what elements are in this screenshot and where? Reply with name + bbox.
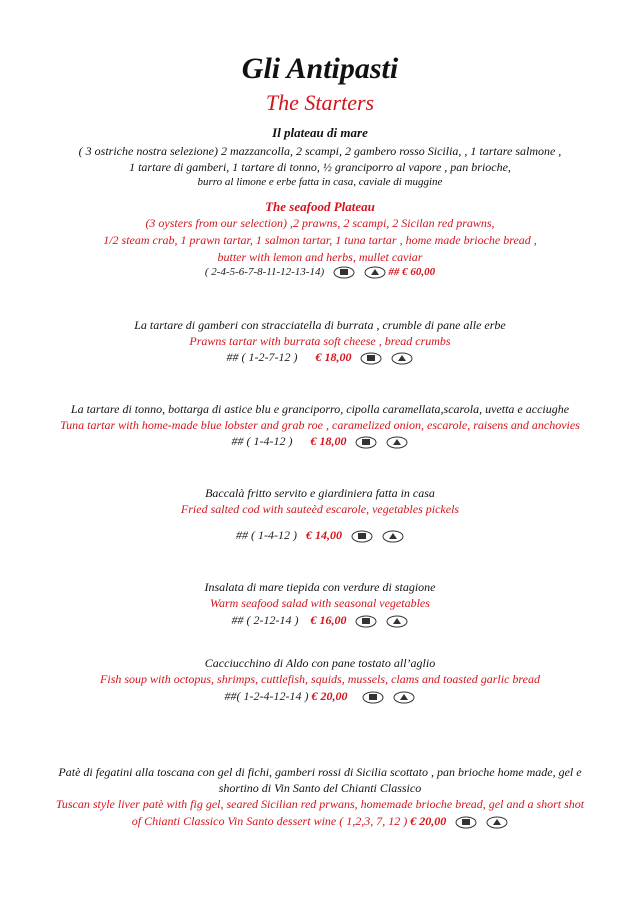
dish-it: La tartare di gamberi con stracciatella di burrata , crumble di pane alle erbe xyxy=(134,318,506,332)
price: € 20,00 xyxy=(311,689,348,703)
dish-price-row xyxy=(0,434,640,449)
page-subtitle: The Starters xyxy=(265,90,375,115)
dish-it: Baccalà fritto servito e giardiniera fatta in casa xyxy=(205,486,435,500)
dish-price-row xyxy=(0,689,640,704)
plateau-en-line-1: (3 oysters from our selection) ,2 prawns, 2 scampi, 2 Sicilan red prawns, xyxy=(145,216,495,230)
allergen-codes: ## ( 2-12-14 ) xyxy=(231,613,299,627)
dish-it: Cacciucchino di Aldo con pane tostato all’aglio xyxy=(204,656,436,670)
traceability-icon xyxy=(455,816,477,829)
dish-en: Prawns tartar with burrata soft cheese , bread crumbs xyxy=(189,334,451,348)
traceability-icon xyxy=(355,615,377,628)
price: € 18,00 xyxy=(310,434,347,448)
price: € 20,00 xyxy=(410,814,447,828)
plateau-it-line-1: ( 3 ostriche nostra selezione) 2 mazzancolla, 2 scampi, 2 gambero rosso Sicilia, , 1 tartare salmone , xyxy=(78,144,562,158)
allergen-codes: ## ( 1-2-7-12 ) xyxy=(226,350,298,364)
frozen-product-icon xyxy=(486,816,508,829)
dish-price-row xyxy=(0,814,640,829)
frozen-product-icon xyxy=(386,615,408,628)
dish-en: Fish soup with octopus, shrimps, cuttlefish, squids, mussels, clams and toasted garlic bread xyxy=(100,672,540,686)
frozen-product-icon xyxy=(382,530,404,543)
plateau-en-line-3: butter with lemon and herbs, mullet caviar xyxy=(217,250,423,264)
traceability-icon xyxy=(355,436,377,449)
plateau-it-title: Il plateau di mare xyxy=(272,125,368,140)
dish-en: Tuna tartar with home-made blue lobster and grab roe , caramelized onion, escarole, raisens and anchovies xyxy=(60,418,580,432)
allergen-codes: ## ( 1-4-12 ) xyxy=(236,528,297,542)
dish-it-line-1: Patè di fegatini alla toscana con gel di fichi, gamberi rossi di Sicilia scottato , pan brioche home made, gel e xyxy=(58,765,582,779)
dish-it: La tartare di tonno, bottarga di astice blu e granciporro, cipolla caramellata,scarola, uvetta e acciughe xyxy=(70,402,570,416)
dish-price-row xyxy=(0,613,640,628)
dish-price-row xyxy=(0,350,640,365)
dish-en-line-1: Tuscan style liver patè with fig gel, seared Sicilian red prwans, homemade brioche bread, gel and a short shot xyxy=(55,797,585,811)
frozen-product-icon xyxy=(393,691,415,704)
dish-it-line-2: shortino di Vin Santo del Chianti Classico xyxy=(218,781,422,795)
dish-en-line-2: of Chianti Classico Vin Santo dessert wine ( 1,2,3, 7, 12 ) xyxy=(131,814,408,828)
dish-it: Insalata di mare tiepida con verdure di stagione xyxy=(204,580,436,594)
frozen-product-icon xyxy=(391,352,413,365)
allergen-codes: ##( 1-2-4-12-14 ) xyxy=(224,689,309,703)
price: € 18,00 xyxy=(315,350,352,364)
dish-en: Warm seafood salad with seasonal vegetables xyxy=(210,596,430,610)
price: € 14,00 xyxy=(305,528,342,542)
allergen-codes: ( 2-4-5-6-7-8-11-12-13-14) xyxy=(204,266,325,279)
allergen-codes: ## ( 1-4-12 ) xyxy=(231,434,293,448)
plateau-en-line-2: 1/2 steam crab, 1 prawn tartar, 1 salmon tartar, 1 tuna tartar , home made brioche bread , xyxy=(103,233,537,247)
dish-en: Fried salted cod with sauteèd escarole, vegetables pickels xyxy=(180,502,460,516)
traceability-icon xyxy=(333,266,355,279)
frozen-product-icon xyxy=(386,436,408,449)
plateau-en-title: The seafood Plateau xyxy=(265,199,375,214)
price: ## € 60,00 xyxy=(388,266,436,279)
dish-price-row xyxy=(0,528,640,543)
traceability-icon xyxy=(351,530,373,543)
plateau-price-row xyxy=(0,266,640,279)
page-title: Gli Antipasti xyxy=(241,52,399,85)
traceability-icon xyxy=(360,352,382,365)
frozen-product-icon xyxy=(364,266,386,279)
plateau-it-line-2: 1 tartare di gamberi, 1 tartare di tonno, ½ granciporro al vapore , pan brioche, xyxy=(129,160,511,174)
traceability-icon xyxy=(362,691,384,704)
plateau-it-line-3: burro al limone e erbe fatta in casa, caviale di muggine xyxy=(197,176,443,188)
price: € 16,00 xyxy=(310,613,347,627)
